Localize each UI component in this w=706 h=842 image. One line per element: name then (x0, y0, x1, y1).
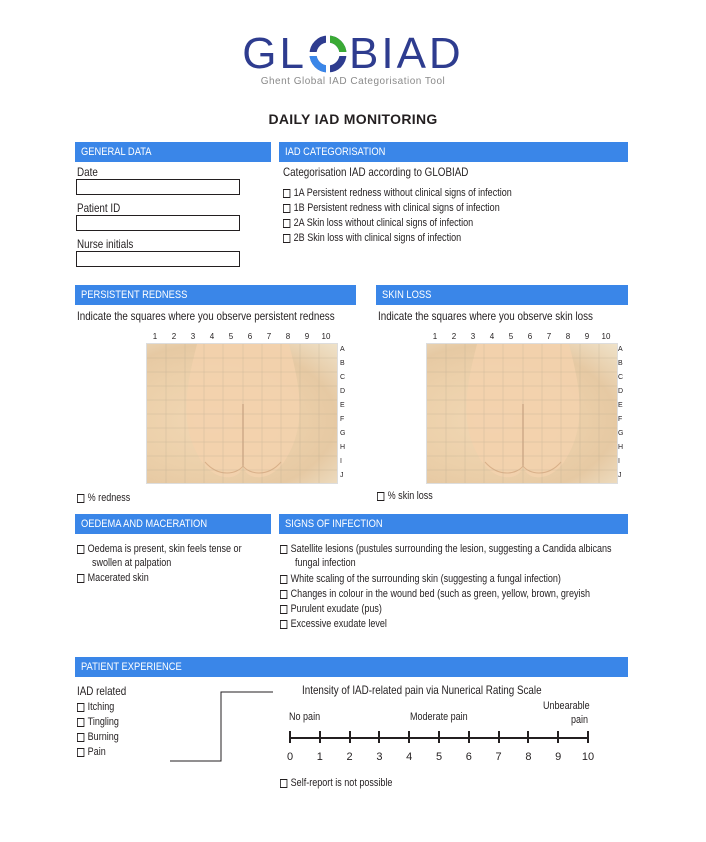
satellite-lesions-checkbox[interactable] (280, 545, 287, 554)
moderate-pain-label: Moderate pain (410, 711, 468, 723)
redness-row-e: E (340, 402, 345, 409)
tingling-option[interactable]: Tingling (77, 716, 119, 729)
category-1a-checkbox[interactable] (283, 189, 290, 198)
pain-scale-tick[interactable] (319, 731, 321, 743)
patient-id-label: Patient ID (77, 201, 121, 215)
pain-scale-number: 5 (435, 751, 443, 763)
category-2b-option[interactable]: 2B Skin loss with clinical signs of infection (283, 232, 461, 245)
logo-subtitle: Ghent Global IAD Categorisation Tool (260, 76, 446, 87)
skin-loss-col-4: 4 (489, 332, 495, 341)
logo-letters-left: GL (242, 29, 307, 78)
redness-percent-option[interactable]: % redness (77, 492, 130, 505)
self-report-checkbox[interactable] (280, 779, 287, 788)
redness-col-8: 8 (285, 332, 291, 341)
redness-col-6: 6 (247, 332, 253, 341)
skin-loss-row-g: G (618, 430, 624, 437)
colour-change-checkbox[interactable] (280, 590, 287, 599)
oedema-maceration-header: OEDEMA AND MACERATION (75, 514, 271, 534)
pain-scale-tick[interactable] (587, 731, 589, 743)
skin-loss-header: SKIN LOSS (376, 285, 628, 305)
burning-checkbox[interactable] (77, 733, 84, 742)
oedema-option[interactable]: Oedema is present, skin feels tense or (77, 543, 242, 556)
category-1a-option[interactable]: 1A Persistent redness without clinical signs of infection (283, 187, 512, 200)
pain-scale-tick[interactable] (408, 731, 410, 743)
oedema-option-continued: swollen at palpation (92, 557, 172, 569)
redness-row-j: J (340, 472, 344, 479)
pain-scale-title: Intensity of IAD-related pain via Nunerical Rating Scale (302, 683, 542, 697)
skin-loss-col-6: 6 (527, 332, 533, 341)
pain-scale-number: 10 (581, 751, 595, 763)
tingling-checkbox[interactable] (77, 718, 84, 727)
redness-row-g: G (340, 430, 346, 437)
page-title: DAILY IAD MONITORING (268, 111, 438, 127)
skin-loss-col-9: 9 (584, 332, 590, 341)
redness-row-b: B (340, 360, 345, 367)
skin-loss-col-5: 5 (508, 332, 514, 341)
no-pain-label: No pain (289, 711, 321, 723)
pain-scale-tick[interactable] (527, 731, 529, 743)
general-data-header: GENERAL DATA (75, 142, 271, 162)
skin-loss-row-i: I (618, 458, 620, 465)
excessive-exudate-checkbox[interactable] (280, 620, 287, 629)
category-2a-option[interactable]: 2A Skin loss without clinical signs of infection (283, 217, 473, 230)
redness-percent-checkbox[interactable] (77, 494, 84, 503)
redness-col-1: 1 (152, 332, 158, 341)
pain-checkbox[interactable] (77, 748, 84, 757)
pain-scale-number: 0 (286, 751, 294, 763)
logo-letters-right: BIAD (349, 29, 464, 78)
redness-row-c: C (340, 374, 346, 381)
date-field[interactable] (76, 179, 240, 195)
pain-scale-tick[interactable] (349, 731, 351, 743)
skin-loss-row-a: A (618, 346, 623, 353)
pain-scale-tick[interactable] (289, 731, 291, 743)
skin-loss-row-b: B (618, 360, 623, 367)
skin-loss-percent-option[interactable]: % skin loss (377, 490, 433, 503)
redness-column-numbers (146, 332, 338, 342)
iad-related-label: IAD related (77, 684, 127, 698)
redness-buttocks-grid[interactable] (146, 343, 338, 484)
category-2b-checkbox[interactable] (283, 234, 290, 243)
redness-row-h: H (340, 444, 346, 451)
purulent-exudate-option[interactable]: Purulent exudate (pus) (280, 603, 382, 616)
redness-row-d: D (340, 388, 346, 395)
patient-experience-header: PATIENT EXPERIENCE (75, 657, 628, 677)
itching-option[interactable]: Itching (77, 701, 114, 714)
nurse-initials-label: Nurse initials (77, 237, 134, 251)
category-1b-checkbox[interactable] (283, 204, 290, 213)
skin-loss-row-e: E (618, 402, 623, 409)
itching-checkbox[interactable] (77, 703, 84, 712)
satellite-lesions-continued: fungal infection (295, 557, 356, 569)
skin-loss-buttocks-grid[interactable] (426, 343, 618, 484)
skin-loss-row-d: D (618, 388, 624, 395)
skin-loss-col-7: 7 (546, 332, 552, 341)
persistent-redness-header: PERSISTENT REDNESS (75, 285, 356, 305)
macerated-skin-option[interactable]: Macerated skin (77, 572, 149, 585)
pain-scale-tick[interactable] (378, 731, 380, 743)
skin-loss-row-h: H (618, 444, 624, 451)
redness-col-5: 5 (228, 332, 234, 341)
pain-option[interactable]: Pain (77, 746, 106, 759)
redness-instruction: Indicate the squares where you observe persistent redness (77, 309, 335, 323)
skin-loss-row-c: C (618, 374, 624, 381)
nurse-initials-field[interactable] (76, 251, 240, 267)
skin-loss-row-j: J (618, 472, 622, 479)
unbearable-pain-label-line2: pain (571, 714, 589, 726)
iad-categorisation-header: IAD CATEGORISATION (279, 142, 628, 162)
pain-scale-number: 3 (376, 751, 383, 763)
oedema-checkbox[interactable] (77, 545, 84, 554)
pain-scale-number: 8 (525, 751, 532, 763)
burning-option[interactable]: Burning (77, 731, 119, 744)
skin-loss-column-numbers (426, 332, 618, 342)
unbearable-pain-label: Unbearable (543, 700, 590, 712)
pain-scale-tick[interactable] (557, 731, 559, 743)
skin-loss-col-8: 8 (565, 332, 571, 341)
globiad-logo (0, 30, 706, 87)
redness-col-2: 2 (171, 332, 177, 341)
purulent-exudate-checkbox[interactable] (280, 605, 287, 614)
skin-loss-percent-checkbox[interactable] (377, 492, 384, 501)
category-1b-option[interactable]: 1B Persistent redness with clinical signs of infection (283, 202, 500, 215)
macerated-skin-checkbox[interactable] (77, 574, 84, 583)
skin-loss-col-3: 3 (470, 332, 476, 341)
white-scaling-checkbox[interactable] (280, 575, 287, 584)
pain-scale-number: 1 (316, 751, 323, 763)
pain-scale-number: 2 (346, 751, 353, 763)
logo-o-icon (309, 35, 347, 73)
satellite-lesions-option[interactable]: Satellite lesions (pustules surrounding the lesion, suggesting a Candida albicans (280, 543, 612, 556)
skin-loss-col-1: 1 (432, 332, 438, 341)
skin-loss-instruction: Indicate the squares where you observe skin loss (378, 309, 593, 323)
pain-scale-tick[interactable] (438, 731, 440, 743)
pain-scale-tick[interactable] (498, 731, 500, 743)
redness-col-9: 9 (304, 332, 310, 341)
redness-col-4: 4 (209, 332, 215, 341)
redness-row-f: F (340, 416, 345, 423)
skin-loss-col-10: 10 (601, 332, 611, 341)
signs-of-infection-header: SIGNS OF INFECTION (279, 514, 628, 534)
redness-col-10: 10 (321, 332, 331, 341)
pain-scale-tick[interactable] (468, 731, 470, 743)
logo-wordmark (242, 30, 463, 78)
pain-scale-number: 6 (465, 751, 472, 763)
category-2a-checkbox[interactable] (283, 219, 290, 228)
pain-scale-number: 7 (495, 751, 502, 763)
redness-row-a: A (340, 346, 345, 353)
self-report-option[interactable]: Self-report is not possible (280, 777, 392, 790)
skin-loss-col-2: 2 (451, 332, 457, 341)
white-scaling-option[interactable]: White scaling of the surrounding skin (suggesting a fungal infection) (280, 573, 561, 586)
patient-id-field[interactable] (76, 215, 240, 231)
skin-loss-row-f: F (618, 416, 623, 423)
redness-col-7: 7 (266, 332, 272, 341)
redness-row-i: I (340, 458, 342, 465)
colour-change-option[interactable]: Changes in colour in the wound bed (such as green, yellow, brown, greyish (280, 588, 590, 601)
pain-scale-number: 9 (555, 751, 562, 763)
excessive-exudate-option[interactable]: Excessive exudate level (280, 618, 387, 631)
pain-scale-number: 4 (406, 751, 413, 763)
redness-row-letters (340, 343, 348, 484)
categorisation-intro: Categorisation IAD according to GLOBIAD (283, 165, 469, 179)
skin-loss-row-letters (618, 343, 626, 484)
date-label: Date (77, 165, 98, 179)
symptom-connector-line (170, 690, 275, 765)
redness-col-3: 3 (190, 332, 196, 341)
